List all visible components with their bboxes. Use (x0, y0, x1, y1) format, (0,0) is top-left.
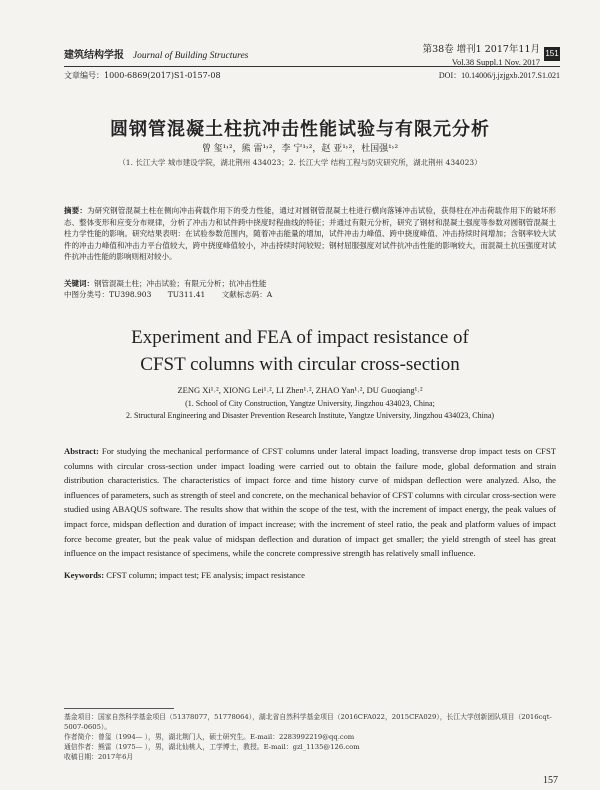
keywords-cn-text: 钢管混凝土柱；冲击试验；有限元分析；抗冲击性能 (94, 279, 267, 288)
footnote-rule (64, 708, 174, 709)
keywords-cn-label: 关键词： (64, 279, 94, 288)
document-code: 文献标志码：A (221, 290, 273, 299)
clc-number: 中图分类号：TU398.903 (64, 290, 152, 299)
footnotes (64, 712, 556, 762)
journal-header (64, 49, 248, 63)
footnote-corresponding: 通信作者：熊雷（1975— ），男，湖北仙桃人，工学博士，教授。E-mail：gzl_1135@126.com (64, 743, 360, 751)
journal-name-cn: 建筑结构学报 (64, 50, 124, 61)
abstract-cn (64, 205, 556, 263)
keywords-en-text: CFST column; impact test; FE analysis; impact resistance (106, 570, 305, 580)
keywords-cn (64, 278, 556, 289)
abstract-en-text: For studying the mechanical performance of CFST columns under lateral impact loading, transverse drop impact tests on CFST columns with circular cross-section under impact loading were carried out to obtain the failure mode, global deformation and strain distribution characteristics. The characteristics of impact force and time history curve of midspan deflection were analyzed. Also, the influences of parameters, such as strength of steel and concrete, on the mechanical behavior of CFST columns with circular cross-section were studied using ABAQUS software. The results show that within the scope of the test, with the increment of impact energy, the peak values of impact force, midspan deflection and duration of impact increase; with the increment of steel ratio, the peak and platform values of impact force become greater, but the peak value of midspan deflection and duration of impact get smaller; the yield strength of steel has great influence on the impact resistance of specimens, while the concrete compressive strength has relatively small influence. (64, 446, 556, 559)
affiliation-en-1: (1. School of City Construction, Yangtze University, Jingzhou 434023, China; (185, 399, 435, 408)
title-cn: 圆钢管混凝土柱抗冲击性能试验与有限元分析 (110, 119, 490, 140)
header-rule (64, 66, 560, 67)
keywords-en (64, 570, 556, 580)
clc-number-2: TU311.41 (167, 290, 206, 299)
affiliation-en-2: 2. Structural Engineering and Disaster Prevention Research Institute, Yangtze University, Jingzhou 434023, China) (125, 411, 495, 420)
abstract-en-label: Abstract: (64, 446, 99, 456)
volume-en: Vol.38 Suppl.1 Nov. 2017 (451, 57, 540, 67)
title-en (0, 324, 600, 378)
title-en-line2: CFST columns with circular cross-section (140, 354, 460, 375)
document-id: 文章编号：1000-6869(2017)S1-0157-08 (64, 71, 221, 80)
abstract-en (64, 444, 556, 561)
title-en-line1: Experiment and FEA of impact resistance of (131, 327, 469, 348)
journal-name-en: Journal of Building Structures (132, 51, 249, 61)
keywords-en-label: Keywords: (64, 570, 105, 580)
abstract-cn-text: 为研究钢管混凝土柱在侧向冲击荷载作用下的受力性能，通过对圆钢管混凝土柱进行横向落锤冲击试验，获得柱在冲击荷载作用下的破坏形态、整体变形和应变分布规律，分析了冲击力和试件跨中挠度时程曲线的特征；并通过有限元分析，研究了钢材和混凝土强度等参数对圆钢管混凝土柱力学性能的影响。研究结果表明：在试验参数范围内，随着冲击能量的增加，试件冲击力峰值、跨中挠度峰值、冲击持续时间增加；含钢率较大试件的冲击力峰值和冲击力平台值较大，跨中挠度峰值较小，冲击持续时间较短；钢材屈服强度对试件抗冲击性能的影响较大，而混凝土抗压强度对试件抗冲击性能的影响则相对较小。 (64, 206, 557, 261)
doi: DOI：10.14006/j.jzjgxb.2017.S1.021 (438, 71, 560, 80)
authors-cn: 曾 玺¹˒²，熊 雷¹˒²，李 宁¹˒²，赵 亚¹˒²，杜国强¹˒² (201, 144, 399, 154)
page-number: 157 (543, 775, 558, 786)
authors-en: ZENG Xi¹˒², XIONG Lei¹˒², LI Zhen¹˒², ZHAO Yan¹˒², DU Guoqiang¹˒² (177, 385, 423, 395)
page-box: 151 (544, 47, 560, 61)
volume-cn: 第38卷 增刊1 2017年11月 (422, 44, 540, 55)
footnote-received: 收稿日期：2017年6月 (64, 753, 134, 761)
header-ids (64, 70, 560, 81)
classification (64, 289, 556, 300)
footnote-fund: 基金项目：国家自然科学基金项目（51378077，51778064），湖北省自然科学基金项目（2016CFA022，2015CFA029），长江大学创新团队项目（2016cqt-5007-0605）。 (64, 713, 552, 731)
abstract-cn-label: 摘要： (64, 206, 88, 215)
affiliations-cn: （1. 长江大学 城市建设学院，湖北荆州 434023；2. 长江大学 结构工程与防灾研究所，湖北荆州 434023） (118, 158, 482, 167)
footnote-author: 作者简介：曾玺（1994— ），男，湖北荆门人，硕士研究生。E-mail：2283992219@qq.com (64, 733, 355, 741)
volume-info (423, 44, 540, 68)
affiliations-en (60, 398, 560, 422)
